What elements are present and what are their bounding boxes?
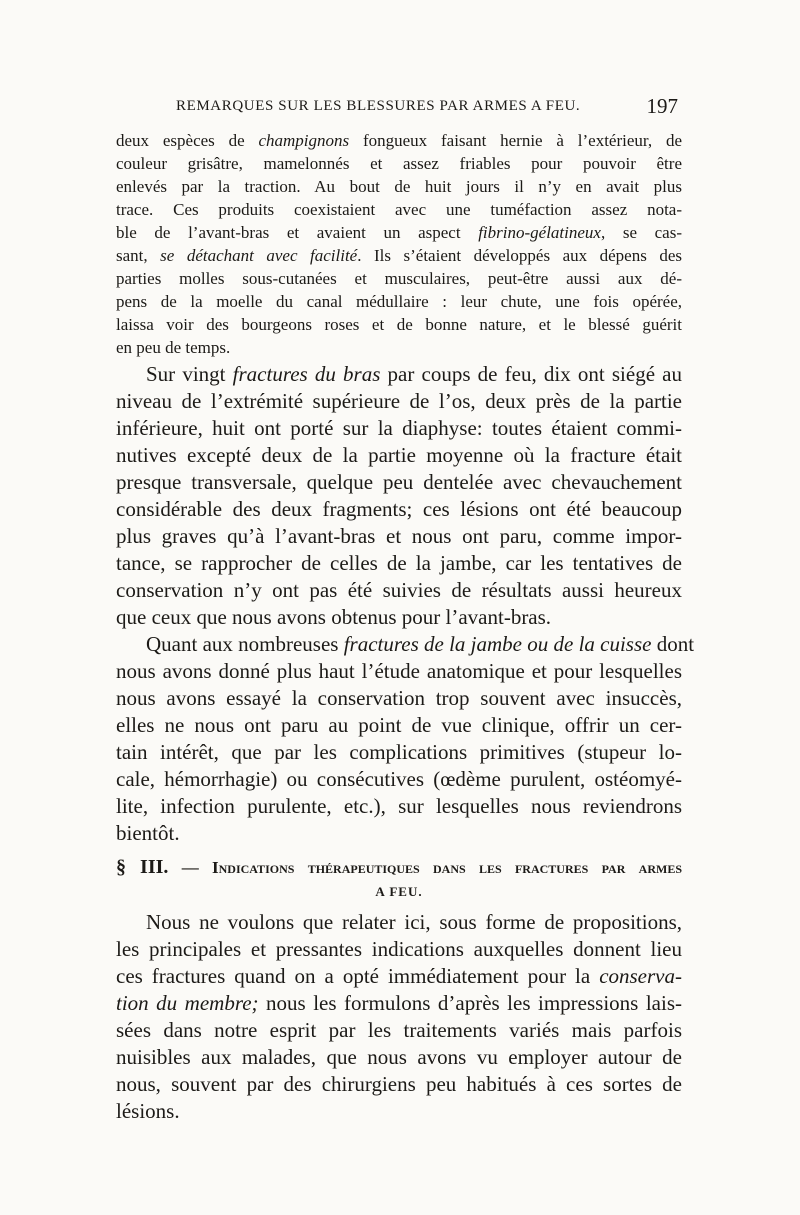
text-line: les principales et pressantes indications auxquelles donnent lieu <box>116 937 682 961</box>
text-line: pens de la moelle du canal médullaire : leur chute, une fois opérée, <box>116 292 682 311</box>
text-line: enlevés par la traction. Au bout de huit jours il n’y en avait plus <box>116 177 682 196</box>
text-line: conservation n’y ont pas été suivies de résultats aussi heureux <box>116 578 682 602</box>
text-line: deux espèces de champignons fongueux faisant hernie à l’extérieur, de <box>116 131 682 150</box>
text-line: nous avons donné plus haut l’étude anatomique et pour lesquelles <box>116 659 682 683</box>
text-line: en peu de temps. <box>116 338 231 357</box>
text-line: lite, infection purulente, etc.), sur lesquelles nous reviendrons <box>116 794 682 818</box>
section-heading: § III. — Indications thérapeutiques dans les fractures par armes <box>116 856 682 878</box>
text-line: lésions. <box>116 1099 180 1123</box>
text-line: couleur grisâtre, mamelonnés et assez friables pour pouvoir être <box>116 154 682 173</box>
text-line: que ceux que nous avons obtenus pour l’avant-bras. <box>116 605 552 629</box>
section-heading-continued: A FEU. <box>375 884 423 899</box>
text-line: Nous ne voulons que relater ici, sous forme de propositions, <box>146 910 682 934</box>
text-line: tance, se rapprocher de celles de la jambe, car les tentatives de <box>116 551 682 575</box>
text-line: inférieure, huit ont porté sur la diaphyse: toutes étaient commi- <box>116 416 682 440</box>
page-number: 197 <box>646 94 678 118</box>
text-line: tain intérêt, que par les complications primitives (stupeur lo- <box>116 740 682 764</box>
text-line: sant, se détachant avec facilité. Ils s’étaient développés aux dépens des <box>116 246 683 265</box>
running-header <box>176 94 678 120</box>
text-line: plus graves qu’à l’avant-bras et nous ont paru, comme impor- <box>116 524 682 548</box>
running-title: REMARQUES SUR LES BLESSURES PAR ARMES A FEU. <box>176 98 581 114</box>
text-line: ble de l’avant-bras et avaient un aspect fibrino-gélatineux, se cas- <box>116 223 682 242</box>
text-line: considérable des deux fragments; ces lésions ont été beaucoup <box>116 497 682 521</box>
text-line: Quant aux nombreuses fractures de la jambe ou de la cuisse dont <box>146 632 695 656</box>
text-line: tion du membre; nous les formulons d’après les impressions lais- <box>116 991 683 1015</box>
text-line: laissa voir des bourgeons roses et de bonne nature, et le blessé guérit <box>116 315 682 334</box>
text-line: nuisibles aux malades, que nous avons vu employer autour de <box>116 1045 682 1069</box>
text-line: elles ne nous ont paru au point de vue clinique, offrir un cer- <box>116 713 682 737</box>
text-line: presque transversale, quelque peu dentelée avec chevauchement <box>116 470 682 494</box>
text-line: nous, souvent par des chirurgiens peu habitués à ces sortes de <box>116 1072 682 1096</box>
text-line: Sur vingt fractures du bras par coups de feu, dix ont siégé au <box>146 362 682 386</box>
text-line: nutives excepté deux de la partie moyenne où la fracture était <box>116 443 682 467</box>
text-line: parties molles sous-cutanées et musculaires, peut-être aussi aux dé- <box>116 269 682 288</box>
text-line: sées dans notre esprit par les traitements variés mais parfois <box>116 1018 682 1042</box>
text-line: bientôt. <box>116 821 180 845</box>
text-line: trace. Ces produits coexistaient avec une tuméfaction assez nota- <box>116 200 682 219</box>
text-line: ces fractures quand on a opté immédiatement pour la conserva- <box>116 964 682 988</box>
text-line: cale, hémorrhagie) ou consécutives (œdème purulent, ostéomyé- <box>116 767 682 791</box>
text-line: niveau de l’extrémité supérieure de l’os, deux près de la partie <box>116 389 682 413</box>
text-line: nous avons essayé la conservation trop souvent avec insuccès, <box>116 686 682 710</box>
